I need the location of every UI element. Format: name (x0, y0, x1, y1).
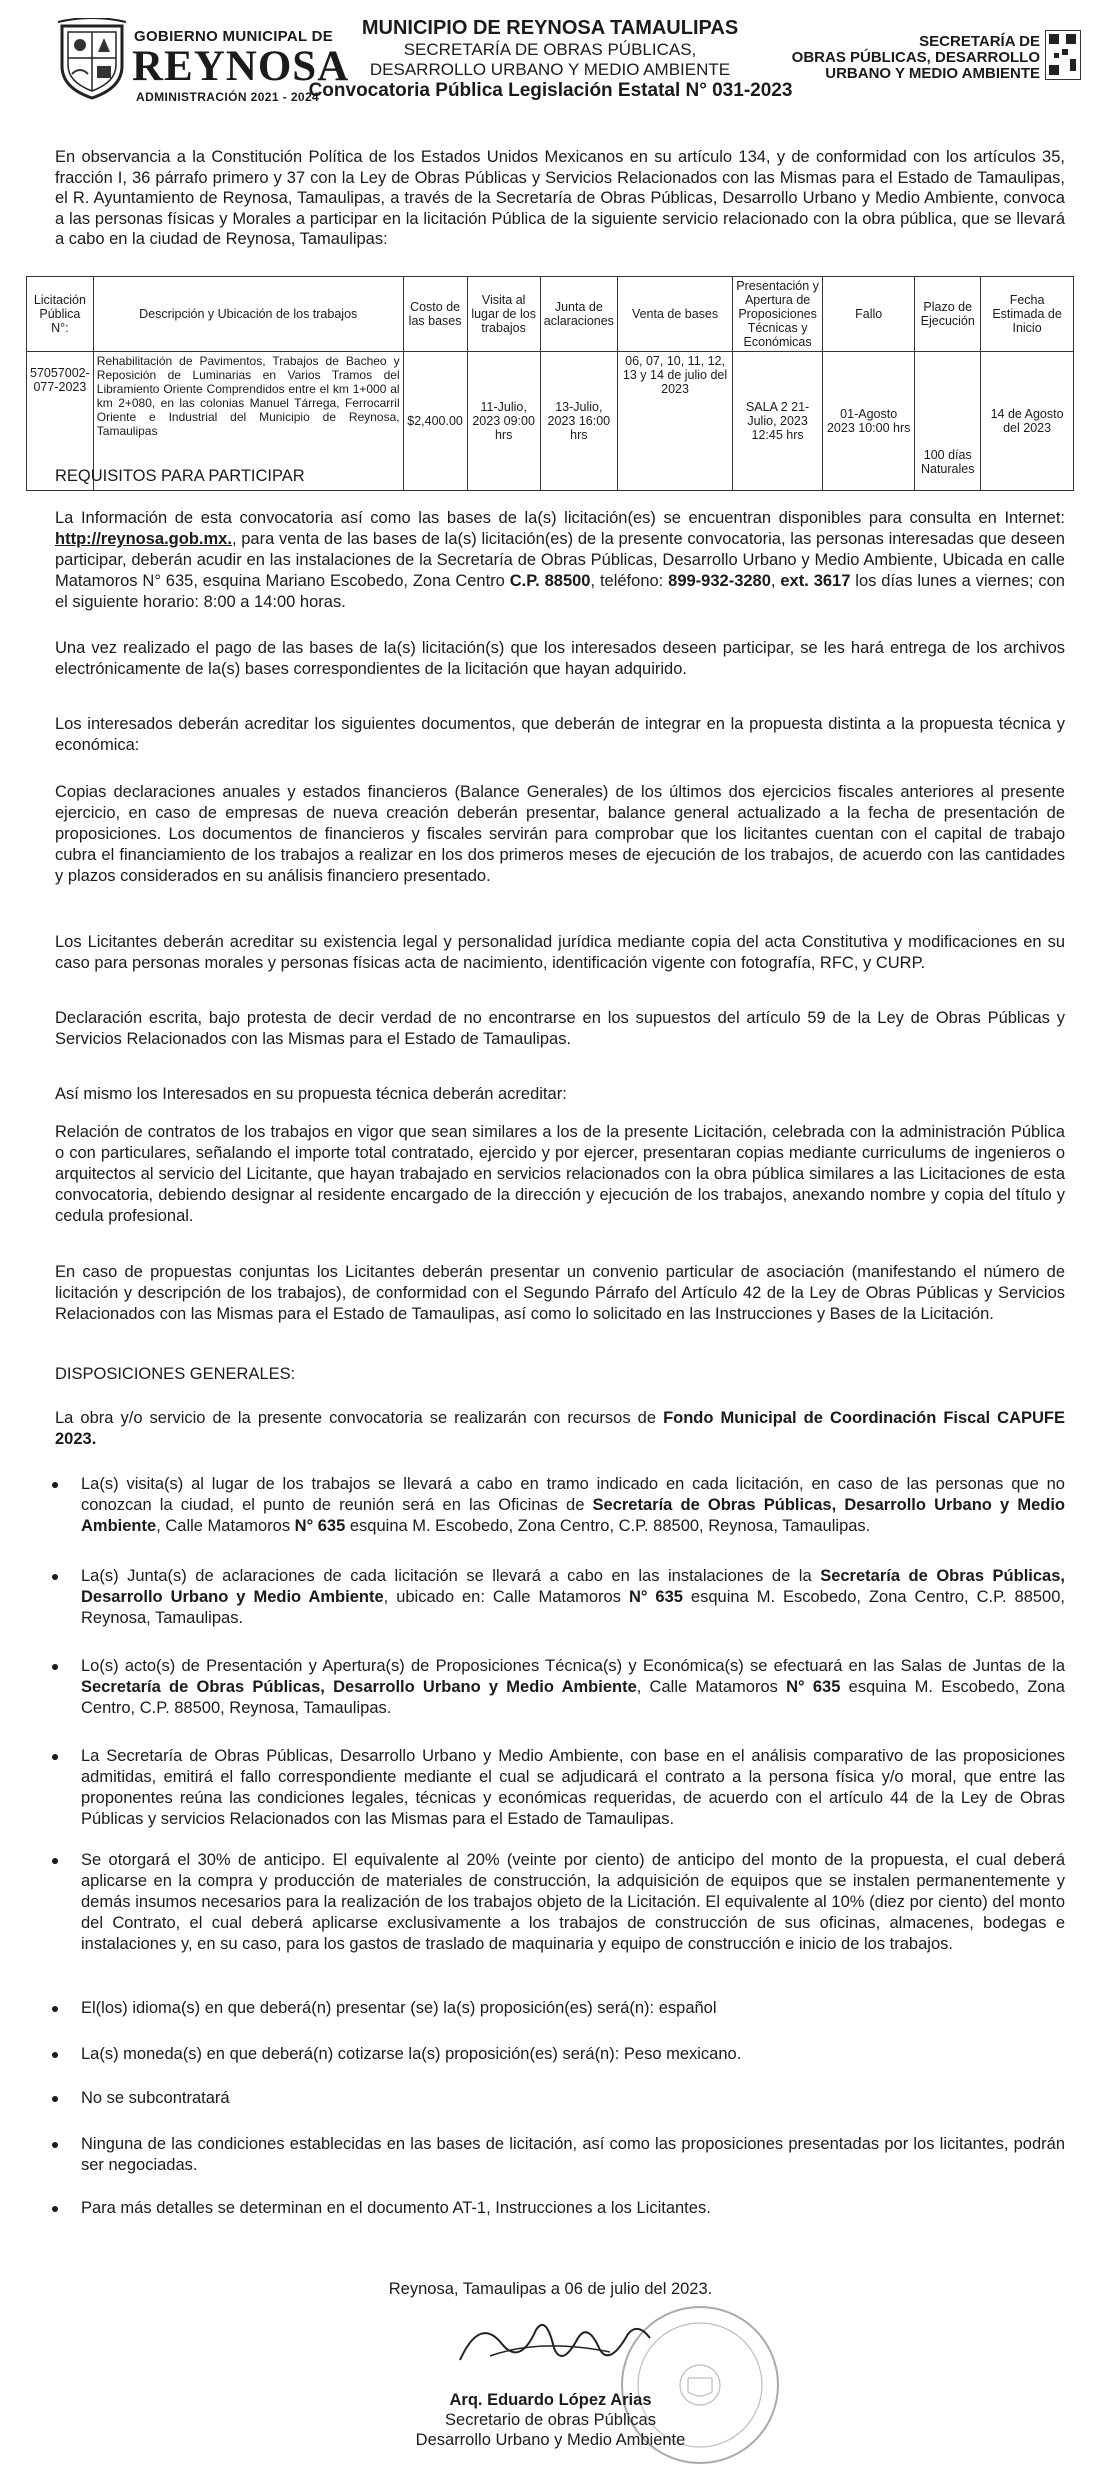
requisitos-paragraph-8: Relación de contratos de los trabajos en vigor que sean similares a los de la presente Licitación, celebrada con la administración Pública o con particulares, señalando el importe total contratado, ejercido y por ejercer, presentaran copias mediante curriculums de ingenieros o arquitectos al servicio del Licitante, que hayan trabajado en servicios relacionados con la obra pública similares a las Licitaciones de esta convocatoria, debiendo designar al residente encargado de la dirección y ejecución de los trabajos, anexando nombre y copia del título y cedula profesional. (55, 1123, 1065, 1225)
header-center (330, 16, 770, 80)
list-item (55, 1850, 1065, 1955)
list-item (55, 2088, 1065, 2109)
right-line-2: OBRAS PÚBLICAS, DESARROLLO (791, 49, 1040, 66)
p1-text-b: , para venta de las bases de la(s) licitación(es) de la presente convocatoria, las personas interesadas que deseen participar, deberán acudir en las instalaciones de la Secretaría de Obras Públicas, Desarrollo Urbano y Medio Ambiente, Ubicada en calle Matamoros N° 635, esquina Mariano Escobedo, Zona Centro (55, 530, 1065, 590)
cell-costo: $2,400.00 (403, 352, 467, 491)
cell-visita: 11-Julio, 2023 09:00 hrs (467, 352, 540, 491)
list-item (55, 1474, 1065, 1537)
b2-text-a: La(s) Junta(s) de aclaraciones de cada licitación se llevará a cabo en las instalaciones de la (81, 1567, 821, 1585)
table-header: Venta de bases (617, 277, 732, 352)
b9-text: Ninguna de las condiciones establecidas en las bases de licitación, así como las proposiciones presentadas por los licitantes, podrán ser negociadas. (81, 2135, 1065, 2174)
b2-text-e: esquina M. Escobedo, Zona Centro, C.P. 88500, Reynosa, Tamaulipas. (81, 1588, 1065, 1627)
qr-code-icon (1045, 30, 1081, 80)
bullet-icon (52, 1754, 58, 1760)
b10-text: Para más detalles se determinan en el documento AT-1, Instrucciones a los Licitantes. (81, 2199, 711, 2217)
cell-venta: 06, 07, 10, 11, 12, 13 y 14 de julio del 2023 (617, 352, 732, 491)
table-header: Junta de aclaraciones (540, 277, 617, 352)
signatory-name: Arq. Eduardo López Arias (449, 2391, 652, 2409)
table-header: Presentación y Apertura de Proposiciones Técnicas y Económicas (733, 277, 823, 352)
b3-secretaria: Secretaría de Obras Públicas, Desarrollo Urbano y Medio Ambiente (81, 1678, 637, 1696)
cell-fallo: 01-Agosto 2023 10:00 hrs (823, 352, 915, 491)
requisitos-paragraph-1 (55, 508, 1065, 613)
b8-text: No se subcontratará (81, 2089, 230, 2107)
right-line-3: URBANO Y MEDIO AMBIENTE (825, 65, 1040, 82)
bullet-icon (52, 1482, 58, 1488)
cell-numero: 57057002-077-2023 (27, 352, 94, 491)
requisitos-paragraph-6: Declaración escrita, bajo protesta de decir verdad de no encontrarse en los supuestos del artículo 59 de la Ley de Obras Públicas y Servicios Relacionados con las Mismas para el Estado de Tamaulipas. (55, 1009, 1065, 1048)
p1-phone: 899-932-3280 (668, 572, 771, 590)
list-item (55, 2044, 1065, 2065)
reynosa-link[interactable]: http://reynosa.gob.mx. (55, 530, 232, 548)
gov-small-label: GOBIERNO MUNICIPAL DE (134, 28, 334, 45)
table-header: Fecha Estimada de Inicio (981, 277, 1074, 352)
bullet-icon (52, 2006, 58, 2012)
right-line-1: SECRETARÍA DE (919, 33, 1040, 50)
secretaria-line-1: SECRETARÍA DE OBRAS PÚBLICAS, (403, 40, 697, 59)
bullet-icon (52, 1664, 58, 1670)
requisitos-paragraph-7: Así mismo los Interesados en su propuesta técnica deberán acreditar: (55, 1085, 567, 1103)
licitacion-table (26, 276, 1074, 491)
cell-plazo: 100 días Naturales (915, 352, 981, 491)
bullet-icon (52, 1858, 58, 1864)
table-header: Fallo (823, 277, 915, 352)
table-header: Plazo de Ejecución (915, 277, 981, 352)
b1-text-e: esquina M. Escobedo, Zona Centro, C.P. 88500, Reynosa, Tamaulipas. (345, 1517, 871, 1535)
b5-text: Se otorgará el 30% de anticipo. El equivalente al 20% (veinte por ciento) de anticipo del monto de la propuesta, el cual deberá aplicarse en la compra y producción de materiales de construcción, la adquisición de equipos que se instalen permanentemente y demás insumos necesarios para la realización de los trabajos objeto de la Licitación. El equivalente al 10% (diez por ciento) del monto del Contrato, el cual deberá aplicarse exclusivamente a los trabajos de construcción de sus oficinas, almacenes, bodegas e instalaciones y, en su caso, para los gastos de traslado de maquinaria y equipo de construcción e inicio de los trabajos. (81, 1851, 1065, 1953)
list-item (55, 2134, 1065, 2176)
table-header: Descripción y Ubicación de los trabajos (93, 277, 403, 352)
signature-place-date: Reynosa, Tamaulipas a 06 de julio del 2023. (388, 2280, 713, 2298)
b4-text: La Secretaría de Obras Públicas, Desarrollo Urbano y Medio Ambiente, con base en el análisis comparativo de las proposiciones admitidas, emitirá el fallo correspondiente mediante el cual se adjudicará el contrato a la persona física y/o moral, que entre las proponentes reúna las condiciones legales, técnicas y económicas requeridas, de acuerdo con el artículo 44 de la Ley de Obras Públicas y servicios Relacionados con las Mismas para el Estado de Tamaulipas. (81, 1747, 1065, 1828)
b1-text-a: La(s) visita(s) al lugar de los trabajos se llevará a cabo en tramo indicado en cada licitación, en caso de las personas que no conozcan la ciudad, el punto de reunión será en las Oficinas de (81, 1475, 1065, 1514)
b3-text-c: , Calle Matamoros (636, 1678, 787, 1696)
p1-text-d: , (770, 572, 781, 590)
b3-text-a: Lo(s) acto(s) de Presentación y Apertura(s) de Proposiciones Técnica(s) y Económica(s) se efectuará en las Salas de Juntas de la (81, 1657, 1065, 1675)
requisitos-paragraph-4: Copias declaraciones anuales y estados financieros (Balance Generales) de los últimos dos ejercicios fiscales anteriores al presente ejercicio, en caso de empresas de nueva creación deberán presentar, balance general actualizado a la fecha de presentación de proposiciones. Los documentos de financieros y fiscales servirán para comprobar que los licitantes cuentan con el capital de trabajo cubra el financiamiento de los trabajos a realizar en los dos primeros meses de ejecución de los trabajos, de acuerdo con las cantidades y plazos considerados en su análisis financiero presentado. (55, 783, 1065, 885)
list-item (55, 2198, 1065, 2219)
bullet-icon (52, 2206, 58, 2212)
b1-secretaria: Secretaría de Obras Públicas, Desarrollo Urbano y Medio Ambiente (81, 1496, 1065, 1535)
p1-text-a: La Información de esta convocatoria así como las bases de la(s) licitación(es) se encuentran disponibles para consulta en Internet: (55, 509, 1065, 527)
requisitos-paragraph-9: En caso de propuestas conjuntas los Licitantes deberán presentar un convenio particular de asociación (manifestando el número de licitación y descripción de los trabajos), de conformidad con el Segundo Párrafo del Artículo 42 de la Ley de Obras Públicas y Servicios Relacionados con las Mismas para el Estado de Tamaulipas, así como lo solicitado en las Instrucciones y Bases de la Licitación. (55, 1263, 1065, 1323)
disposiciones-heading: DISPOSICIONES GENERALES: (55, 1365, 296, 1383)
b7-text: La(s) moneda(s) en que deberá(n) cotizarse la(s) proposición(es) será(n): Peso mexicano. (81, 2045, 742, 2063)
table-header: Visita al lugar de los trabajos (467, 277, 540, 352)
fondo-paragraph (55, 1408, 1065, 1450)
p1-ext: ext. 3617 (780, 572, 851, 590)
cell-inicio: 14 de Agosto del 2023 (981, 352, 1074, 491)
bullet-icon (52, 2052, 58, 2058)
b1-number: N° 635 (294, 1517, 346, 1535)
b2-number: N° 635 (628, 1588, 683, 1606)
b1-text-c: , Calle Matamoros (156, 1517, 295, 1535)
secretaria-line-2: DESARROLLO URBANO Y MEDIO AMBIENTE (369, 60, 731, 79)
p1-cp: C.P. 88500 (509, 572, 591, 590)
gov-admin-period: ADMINISTRACIÓN 2021 - 2024 (136, 90, 320, 104)
b6-text: El(los) idioma(s) en que deberá(n) presentar (se) la(s) proposición(es) será(n): español (81, 1999, 717, 2017)
fondo-text: La obra y/o servicio de la presente convocatoria se realizarán con recursos de (55, 1409, 664, 1427)
header-right (780, 34, 1040, 82)
cell-presentacion: SALA 2 21-Julio, 2023 12:45 hrs (733, 352, 823, 491)
b3-number: N° 635 (786, 1678, 841, 1696)
municipality-title: MUNICIPIO DE REYNOSA TAMAULIPAS (361, 17, 739, 39)
bullet-icon (52, 2096, 58, 2102)
convocatoria-title: Convocatoria Pública Legislación Estatal N° 031-2023 (308, 80, 793, 101)
gov-city-name: REYNOSA (132, 43, 350, 90)
requisitos-paragraph-3: Los interesados deberán acreditar los siguientes documentos, que deberán de integrar en la propuesta distinta a la propuesta técnica y económica: (55, 715, 1065, 754)
b2-text-c: , ubicado en: Calle Matamoros (383, 1588, 629, 1606)
b3-text-e: esquina M. Escobedo, Zona Centro, C.P. 88500, Reynosa, Tamaulipas. (81, 1678, 1065, 1717)
bullet-icon (52, 2142, 58, 2148)
list-item (55, 1746, 1065, 1830)
fondo-name: Fondo Municipal de Coordinación Fiscal CAPUFE 2023. (55, 1409, 1066, 1448)
table-header-row (27, 277, 1074, 352)
cell-descripcion: Rehabilitación de Pavimentos, Trabajos de Bacheo y Reposición de Luminarias en Varios Tramos del Libramiento Oriente Comprendidos entre el km 1+000 al km 2+080, en las colonias Manuel Tárrega, Ferrocarril Oriente e Industrial del Municipio de Reynosa, Tamaulipas (93, 352, 403, 491)
table-header: Licitación Pública N°: (27, 277, 94, 352)
list-item (55, 1566, 1065, 1629)
signatory-role-1: Secretario de obras Públicas (445, 2411, 656, 2429)
list-item (55, 1656, 1065, 1719)
requisitos-paragraph-2: Una vez realizado el pago de las bases de la(s) licitación(s) que los interesados deseen participar, se les hará entrega de los archivos electrónicamente de la(s) bases correspondientes de la licitación que hayan adquirido. (55, 639, 1065, 678)
cell-junta: 13-Julio, 2023 16:00 hrs (540, 352, 617, 491)
intro-paragraph: En observancia a la Constitución Política de los Estados Unidos Mexicanos en su artículo 134, y de conformidad con los artículos 35, fracción I, 36 párrafo primero y 37 con la Ley de Obras Públicas y Servicios Relacionados con las Mismas para el Estado de Tamaulipas, el R. Ayuntamiento de Reynosa, Tamaulipas, a través de la Secretaría de Obras Públicas, Desarrollo Urbano y Medio Ambiente, convoca a las personas físicas y Morales a participar en la licitación Pública de la siguiente servicio relacionado con la obra pública, que se llevará a cabo en la ciudad de Reynosa, Tamaulipas: (55, 148, 1065, 248)
b2-secretaria: Secretaría de Obras Públicas, Desarrollo Urbano y Medio Ambiente (81, 1567, 1065, 1606)
bullet-icon (52, 1574, 58, 1580)
p1-text-c: , teléfono: (590, 572, 669, 590)
table-header: Costo de las bases (403, 277, 467, 352)
signature-icon (450, 2308, 660, 2378)
requisitos-paragraph-5: Los Licitantes deberán acreditar su existencia legal y personalidad jurídica mediante copia del acta Constitutiva y modificaciones en su caso para personas morales y personas físicas acta de nacimiento, identificación vigente con fotografía, RFC, y CURP. (55, 933, 1065, 972)
p1-text-e: los días lunes a viernes; con el siguiente horario: 8:00 a 14:00 horas. (55, 572, 1065, 611)
list-item (55, 1998, 1065, 2019)
requisitos-heading: REQUISITOS PARA PARTICIPAR (55, 467, 305, 485)
signatory-role-2: Desarrollo Urbano y Medio Ambiente (415, 2431, 686, 2449)
